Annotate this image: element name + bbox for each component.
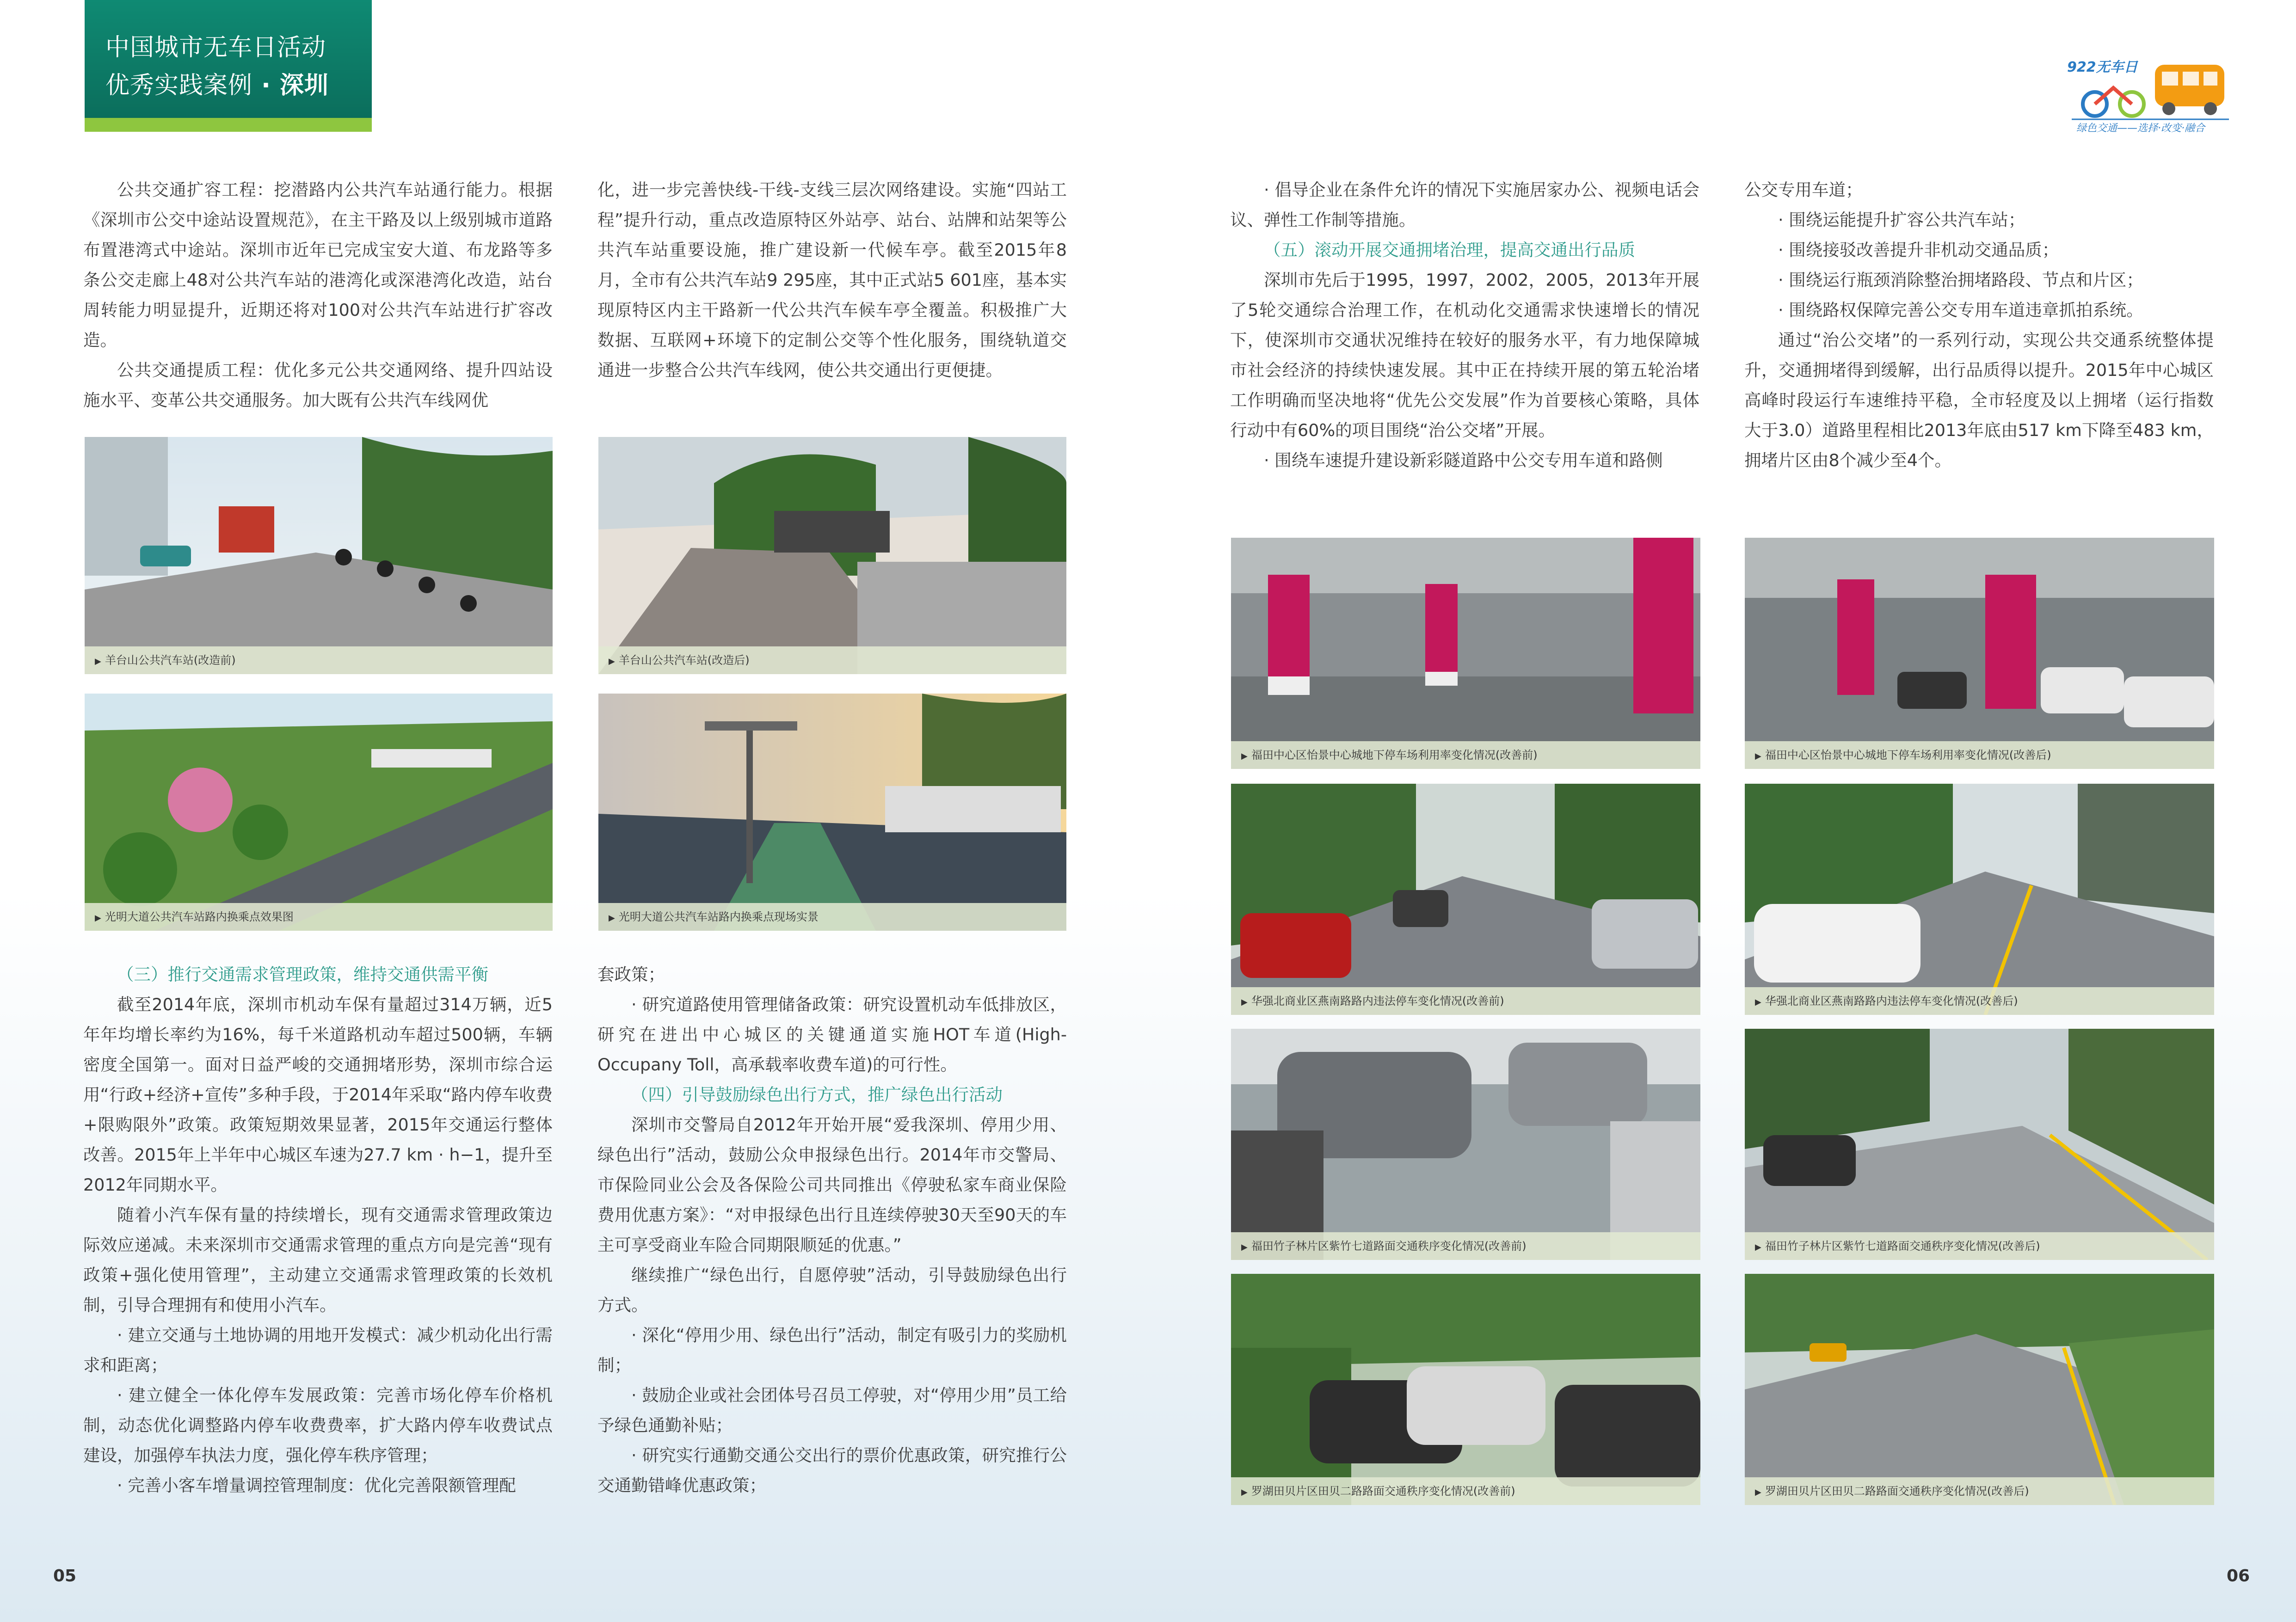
bullet-paragraph: · 深化“停用少用、绿色出行”活动，制定有吸引力的奖励机制； <box>597 1325 1067 1375</box>
logo-badge-text: 922无车日 <box>2067 59 2138 75</box>
photo-huaqiangbei-after <box>1745 784 2214 1015</box>
photo-tianbei-before <box>1231 1274 1700 1505</box>
left-col1-bottom <box>83 959 553 1500</box>
caption-text: 羊台山公共汽车站(改造后) <box>618 654 750 667</box>
photo-caption: ▶ 罗湖田贝片区田贝二路路面交通秩序变化情况(改善前) <box>1231 1477 1700 1505</box>
photo-caption: ▶ 福田中心区怡景中心城地下停车场利用率变化情况(改善后) <box>1745 741 2214 769</box>
section-heading: （四）引导鼓励绿色出行方式，推广绿色出行活动 <box>631 1085 1003 1105</box>
bullet-paragraph: · 研究实行通勤交通公交出行的票价优惠政策，研究推行公交通勤错峰优惠政策； <box>597 1445 1067 1495</box>
photo-futian-parking-after <box>1745 538 2214 769</box>
bullet-paragraph: · 围绕车速提升建设新彩隧道路中公交专用车道和路侧 <box>1264 450 1663 470</box>
photo-zhuzilin-before <box>1231 1029 1700 1260</box>
paragraph: 继续推广“绿色出行，自愿停驶”活动，引导鼓励绿色出行方式。 <box>597 1265 1067 1315</box>
header-accent-bar <box>85 118 372 132</box>
header-title-line1: 中国城市无车日活动 <box>105 34 326 61</box>
caption-text: 福田中心区怡景中心城地下停车场利用率变化情况(改善后) <box>1765 749 2051 762</box>
photo-caption: ▶ 福田竹子林片区紫竹七道路面交通秩序变化情况(改善后) <box>1745 1232 2214 1260</box>
caption-text: 罗湖田贝片区田贝二路路面交通秩序变化情况(改善前) <box>1251 1485 1515 1498</box>
caption-text: 光明大道公共汽车站路内换乘点效果图 <box>105 910 294 923</box>
right-col4-top <box>1744 175 2214 475</box>
bullet-paragraph: · 围绕路权保障完善公交专用车道违章抓拍系统。 <box>1778 300 2143 320</box>
bullet-paragraph: · 鼓励企业或社会团体号召员工停驶，对“停用少用”员工给予绿色通勤补贴； <box>597 1385 1067 1435</box>
photo-huaqiangbei-before <box>1231 784 1700 1015</box>
section-heading: （三）推行交通需求管理政策，维持交通供需平衡 <box>117 965 488 984</box>
bullet-paragraph: · 围绕运能提升扩容公共汽车站； <box>1778 210 2025 230</box>
bullet-paragraph: · 建立健全一体化停车发展政策：完善市场化停车价格机制，动态优化调整路内停车收费费率，扩大路内停车收费试点建设，加强停车执法力度，强化停车秩序管理； <box>83 1385 553 1465</box>
header-title-city: 深圳 <box>280 72 329 99</box>
photo-guangming-rendering <box>85 694 553 931</box>
bullet-paragraph: · 建立交通与土地协调的用地开发模式：减少机动化出行需求和距离； <box>83 1325 553 1375</box>
caption-text: 华强北商业区燕南路路内违法停车变化情况(改善前) <box>1251 995 1504 1008</box>
paragraph: 公共交通提质工程：优化多元公共交通网络、提升四站设施水平、变革公共交通服务。加大既有公共汽车线网优 <box>83 360 553 410</box>
paragraph: 深圳市先后于1995，1997，2002，2005，2013年开展了5轮交通综合治理工作，在机动化交通需求快速增长的情况下，使深圳市交通状况维持在较好的服务水平，有力地保障城市社会经济的持续快速发展。其中正在持续开展的第五轮治堵工作明确而坚决地将“优先公交发展”作为首要核心策略，具体行动中有60%的项目围绕“治公交堵”开展。 <box>1230 270 1699 440</box>
photo-caption: ▶ 羊台山公共汽车站(改造后) <box>598 646 1066 674</box>
right-col3-top <box>1230 175 1699 475</box>
paragraph: 套政策； <box>597 965 665 984</box>
caption-text: 羊台山公共汽车站(改造前) <box>105 654 236 667</box>
photo-caption: ▶ 华强北商业区燕南路路内违法停车变化情况(改善前) <box>1231 987 1700 1015</box>
photo-yangtaishan-after <box>598 437 1066 674</box>
bullet-paragraph: · 倡导企业在条件允许的情况下实施居家办公、视频电话会议、弹性工作制等措施。 <box>1230 180 1699 230</box>
paragraph: 深圳市交警局自2012年开始开展“爱我深圳、停用少用、绿色出行”活动，鼓励公众申报绿色出行。2014年市交警局、市保险同业公会及各保险公司共同推出《停驶私家车商业保险费用优惠方案》：“对申报绿色出行且连续停驶30天至90天的车主可享受商业车险合同期限顺延的优惠。” <box>597 1115 1067 1255</box>
header-title-line2 <box>105 67 329 104</box>
caption-text: 华强北商业区燕南路路内违法停车变化情况(改善后) <box>1765 995 2018 1008</box>
header-title-line2-text: 优秀实践案例 <box>105 72 253 99</box>
photo-guangming-actual <box>598 694 1066 931</box>
header-title <box>105 29 329 104</box>
car-free-day-logo <box>2067 51 2234 139</box>
bullet-paragraph: · 围绕运行瓶颈消除整治拥堵路段、节点和片区； <box>1778 270 2143 290</box>
paragraph: 随着小汽车保有量的持续增长，现有交通需求管理政策边际效应递减。未来深圳市交通需求管理的重点方向是完善“现有政策+强化使用管理”，主动建立交通需求管理政策的长效机制，引导合理拥有和使用小汽车。 <box>83 1205 553 1315</box>
caption-text: 福田竹子林片区紫竹七道路面交通秩序变化情况(改善后) <box>1765 1240 2040 1253</box>
photo-caption: ▶ 羊台山公共汽车站(改造前) <box>85 646 553 674</box>
bullet-paragraph: · 围绕接驳改善提升非机动交通品质； <box>1778 240 2059 260</box>
photo-caption: ▶ 华强北商业区燕南路路内违法停车变化情况(改善后) <box>1745 987 2214 1015</box>
photo-caption: ▶ 福田竹子林片区紫竹七道路面交通秩序变化情况(改善前) <box>1231 1232 1700 1260</box>
photo-zhuzilin-after <box>1745 1029 2214 1260</box>
section-heading: （五）滚动开展交通拥堵治理，提高交通出行品质 <box>1264 240 1635 260</box>
header-title-sep: · <box>261 72 271 99</box>
caption-text: 光明大道公共汽车站路内换乘点现场实景 <box>618 910 819 923</box>
paragraph: 公交专用车道； <box>1744 180 1863 200</box>
left-col1-top <box>83 175 553 415</box>
photo-caption: ▶ 光明大道公共汽车站路内换乘点效果图 <box>85 903 553 931</box>
photo-caption: ▶ 福田中心区怡景中心城地下停车场利用率变化情况(改善前) <box>1231 741 1700 769</box>
paragraph: 公共交通扩容工程：挖潜路内公共汽车站通行能力。根据《深圳市公交中途站设置规范》，在主干路及以上级别城市道路布置港湾式中途站。深圳市近年已完成宝安大道、布龙路等多条公交走廊上48对公共汽车站的港湾化或深港湾化改造，站台周转能力明显提升，近期还将对100对公共汽车站进行扩容改造。 <box>83 180 553 350</box>
left-col2-bottom <box>597 959 1067 1500</box>
page-number-right: 06 <box>2227 1567 2250 1585</box>
paragraph: 化，进一步完善快线-干线-支线三层次网络建设。实施“四站工程”提升行动，重点改造原特区外站亭、站台、站牌和站架等公共汽车站重要设施，推广建设新一代候车亭。截至2015年8月，全市有公共汽车站9 295座，其中正式站5 601座，基本实现原特区内主干路新一代公共汽车候车亭全覆盖。积极推广大数据、互联网+环境下的定制公交等个性化服务，围绕轨道交通进一步整合公共汽车线网，使公共交通出行更便捷。 <box>597 180 1067 380</box>
logo-slogan: 绿色交通——选择·改变·融合 <box>2076 123 2205 134</box>
photo-caption: ▶ 光明大道公共汽车站路内换乘点现场实景 <box>598 903 1066 931</box>
paragraph: 截至2014年底，深圳市机动车保有量超过314万辆，近5年年均增长率约为16%，每千米道路机动车超过500辆，车辆密度全国第一。面对日益严峻的交通拥堵形势，深圳市综合运用“行政+经济+宣传”多种手段，于2014年采取“路内停车收费+限购限外”政策。政策短期效果显著，2015年交通运行整体改善。2015年上半年中心城区车速为27.7 km · h−1，提升至2012年同期水平。 <box>83 995 553 1195</box>
bullet-paragraph: · 研究道路使用管理储备政策：研究设置机动车低排放区，研究在进出中心城区的关键通道实施HOT车道(High-Occupany Toll，高承载率收费车道)的可行性。 <box>597 995 1067 1075</box>
caption-text: 福田中心区怡景中心城地下停车场利用率变化情况(改善前) <box>1251 749 1538 762</box>
photo-tianbei-after <box>1745 1274 2214 1505</box>
page-number-left: 05 <box>53 1567 77 1585</box>
caption-text: 福田竹子林片区紫竹七道路面交通秩序变化情况(改善前) <box>1251 1240 1527 1253</box>
paragraph: 通过“治公交堵”的一系列行动，实现公共交通系统整体提升，交通拥堵得到缓解，出行品质得以提升。2015年中心城区高峰时段运行车速维持平稳，全市轻度及以上拥堵（运行指数大于3.0）道路里程相比2013年底由517 km下降至483 km，拥堵片区由8个减少至4个。 <box>1744 330 2214 470</box>
left-col2-top <box>597 175 1067 385</box>
bullet-paragraph: · 完善小客车增量调控管理制度：优化完善限额管理配 <box>117 1475 516 1495</box>
photo-futian-parking-before <box>1231 538 1700 769</box>
photo-yangtaishan-before <box>85 437 553 674</box>
photo-caption: ▶ 罗湖田贝片区田贝二路路面交通秩序变化情况(改善后) <box>1745 1477 2214 1505</box>
caption-text: 罗湖田贝片区田贝二路路面交通秩序变化情况(改善后) <box>1765 1485 2029 1498</box>
